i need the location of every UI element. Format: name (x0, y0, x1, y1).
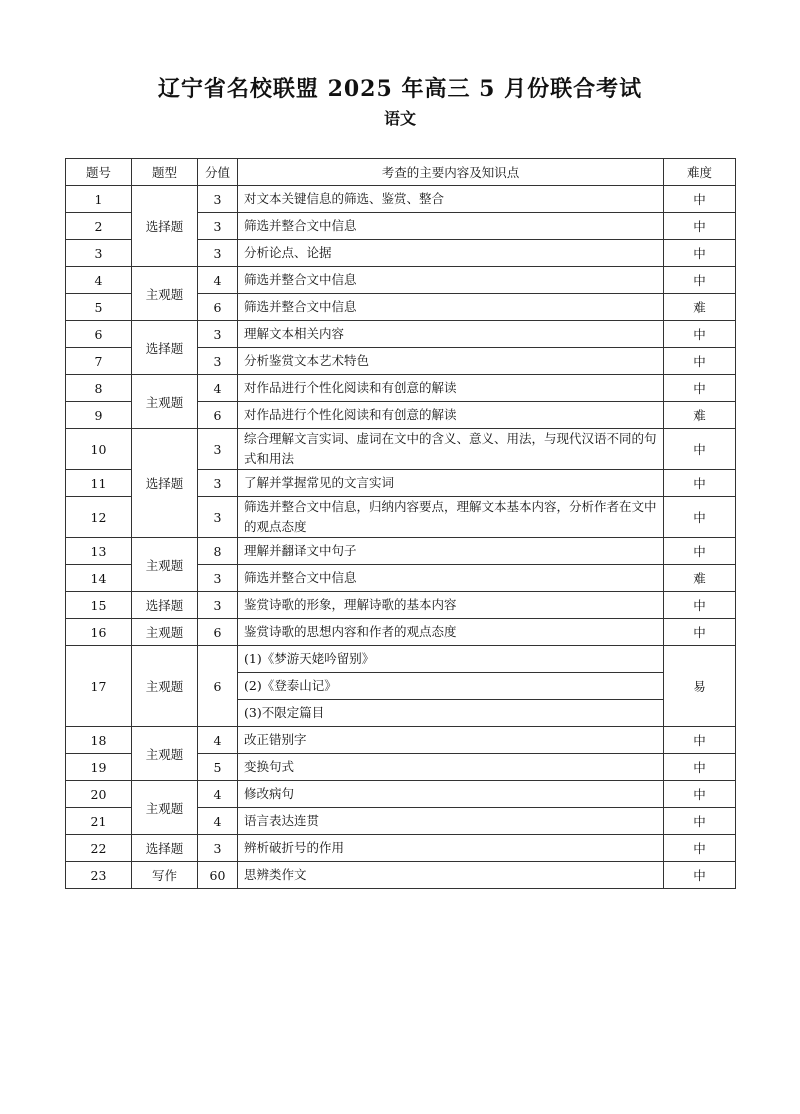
question-type: 选择题 (132, 321, 198, 375)
question-score: 6 (198, 402, 238, 429)
question-difficulty: 中 (664, 375, 736, 402)
question-difficulty: 中 (664, 186, 736, 213)
question-content: 鉴赏诗歌的形象，理解诗歌的基本内容 (238, 592, 664, 619)
table-row (66, 538, 736, 565)
question-difficulty: 中 (664, 267, 736, 294)
question-number: 20 (66, 781, 132, 808)
question-score: 3 (198, 213, 238, 240)
question-number: 16 (66, 619, 132, 646)
table-row (66, 592, 736, 619)
question-score: 6 (198, 646, 238, 727)
question-number: 6 (66, 321, 132, 348)
question-score: 4 (198, 267, 238, 294)
question-content: 筛选并整合文中信息，归纳内容要点，理解文本基本内容，分析作者在文中的观点态度 (238, 497, 664, 538)
question-score: 3 (198, 470, 238, 497)
question-content: 修改病句 (238, 781, 664, 808)
question-type: 主观题 (132, 538, 198, 592)
question-number: 14 (66, 565, 132, 592)
question-score: 3 (198, 835, 238, 862)
question-difficulty: 中 (664, 240, 736, 267)
question-difficulty: 中 (664, 781, 736, 808)
question-score: 3 (198, 240, 238, 267)
question-difficulty: 中 (664, 862, 736, 889)
question-type: 主观题 (132, 781, 198, 835)
question-score: 3 (198, 321, 238, 348)
question-difficulty: 难 (664, 565, 736, 592)
question-number: 4 (66, 267, 132, 294)
question-content: 变换句式 (238, 754, 664, 781)
question-content-item: (3)不限定篇目 (238, 700, 664, 727)
question-content: 理解文本相关内容 (238, 321, 664, 348)
question-difficulty: 中 (664, 835, 736, 862)
table-row (66, 781, 736, 808)
question-difficulty: 中 (664, 470, 736, 497)
question-difficulty: 中 (664, 754, 736, 781)
question-number: 11 (66, 470, 132, 497)
question-type: 选择题 (132, 835, 198, 862)
question-content: 鉴赏诗歌的思想内容和作者的观点态度 (238, 619, 664, 646)
question-difficulty: 中 (664, 727, 736, 754)
question-difficulty: 中 (664, 538, 736, 565)
table-header-row (66, 159, 736, 186)
question-type: 主观题 (132, 375, 198, 429)
question-type: 主观题 (132, 646, 198, 727)
question-difficulty: 中 (664, 592, 736, 619)
question-number: 1 (66, 186, 132, 213)
table-row (66, 646, 736, 673)
question-content: 综合理解文言实词、虚词在文中的含义、意义、用法，与现代汉语不同的句式和用法 (238, 429, 664, 470)
question-number: 19 (66, 754, 132, 781)
question-content: 思辨类作文 (238, 862, 664, 889)
question-content: 语言表达连贯 (238, 808, 664, 835)
question-content: 理解并翻译文中句子 (238, 538, 664, 565)
column-header-score: 分值 (198, 159, 238, 186)
subject-title: 语文 (383, 109, 416, 128)
question-content: 筛选并整合文中信息 (238, 294, 664, 321)
question-difficulty: 中 (664, 808, 736, 835)
question-type: 主观题 (132, 267, 198, 321)
question-score: 3 (198, 565, 238, 592)
table-row (66, 186, 736, 213)
question-number: 23 (66, 862, 132, 889)
question-score: 6 (198, 619, 238, 646)
question-number: 5 (66, 294, 132, 321)
question-content: 对作品进行个性化阅读和有创意的解读 (238, 402, 664, 429)
question-number: 13 (66, 538, 132, 565)
question-difficulty: 难 (664, 402, 736, 429)
table-row (66, 727, 736, 754)
question-difficulty: 难 (664, 294, 736, 321)
question-score: 3 (198, 592, 238, 619)
question-type: 选择题 (132, 429, 198, 538)
question-score: 4 (198, 375, 238, 402)
question-score: 8 (198, 538, 238, 565)
table-row (66, 321, 736, 348)
question-difficulty: 中 (664, 321, 736, 348)
question-number: 12 (66, 497, 132, 538)
question-content: 筛选并整合文中信息 (238, 267, 664, 294)
question-score: 3 (198, 429, 238, 470)
question-difficulty: 易 (664, 646, 736, 727)
question-content: 对作品进行个性化阅读和有创意的解读 (238, 375, 664, 402)
question-number: 17 (66, 646, 132, 727)
table-row (66, 835, 736, 862)
question-score: 3 (198, 186, 238, 213)
question-number: 22 (66, 835, 132, 862)
question-number: 8 (66, 375, 132, 402)
question-difficulty: 中 (664, 619, 736, 646)
column-header-content: 考查的主要内容及知识点 (238, 159, 664, 186)
table-row (66, 375, 736, 402)
question-type: 选择题 (132, 186, 198, 267)
question-content-item: (2)《登泰山记》 (238, 673, 664, 700)
table-row (66, 429, 736, 470)
column-header-difficulty: 难度 (664, 159, 736, 186)
question-content: 了解并掌握常见的文言实词 (238, 470, 664, 497)
question-number: 18 (66, 727, 132, 754)
question-number: 2 (66, 213, 132, 240)
question-content: 辨析破折号的作用 (238, 835, 664, 862)
question-content: 分析鉴赏文本艺术特色 (238, 348, 664, 375)
question-difficulty: 中 (664, 348, 736, 375)
question-score: 3 (198, 497, 238, 538)
question-difficulty: 中 (664, 429, 736, 470)
question-content: 改正错别字 (238, 727, 664, 754)
question-number: 10 (66, 429, 132, 470)
question-score: 5 (198, 754, 238, 781)
table-row (66, 267, 736, 294)
question-type: 主观题 (132, 727, 198, 781)
question-content: 分析论点、论据 (238, 240, 664, 267)
question-content: 对文本关键信息的筛选、鉴赏、整合 (238, 186, 664, 213)
question-score: 6 (198, 294, 238, 321)
exam-spec-table (65, 158, 736, 889)
question-score: 4 (198, 808, 238, 835)
question-type: 选择题 (132, 592, 198, 619)
question-score: 3 (198, 348, 238, 375)
question-number: 15 (66, 592, 132, 619)
question-difficulty: 中 (664, 213, 736, 240)
table-row (66, 862, 736, 889)
question-content: 筛选并整合文中信息 (238, 213, 664, 240)
table-row (66, 619, 736, 646)
column-header-number: 题号 (66, 159, 132, 186)
question-content-item: (1)《梦游天姥吟留别》 (238, 646, 664, 673)
question-type: 写作 (132, 862, 198, 889)
question-number: 7 (66, 348, 132, 375)
question-type: 主观题 (132, 619, 198, 646)
question-number: 3 (66, 240, 132, 267)
question-difficulty: 中 (664, 497, 736, 538)
question-score: 60 (198, 862, 238, 889)
question-score: 4 (198, 781, 238, 808)
question-number: 9 (66, 402, 132, 429)
question-content: 筛选并整合文中信息 (238, 565, 664, 592)
column-header-type: 题型 (132, 159, 198, 186)
question-number: 21 (66, 808, 132, 835)
question-score: 4 (198, 727, 238, 754)
document-title: 辽宁省名校联盟 2025 年高三 5 月份联合考试 (157, 76, 643, 102)
